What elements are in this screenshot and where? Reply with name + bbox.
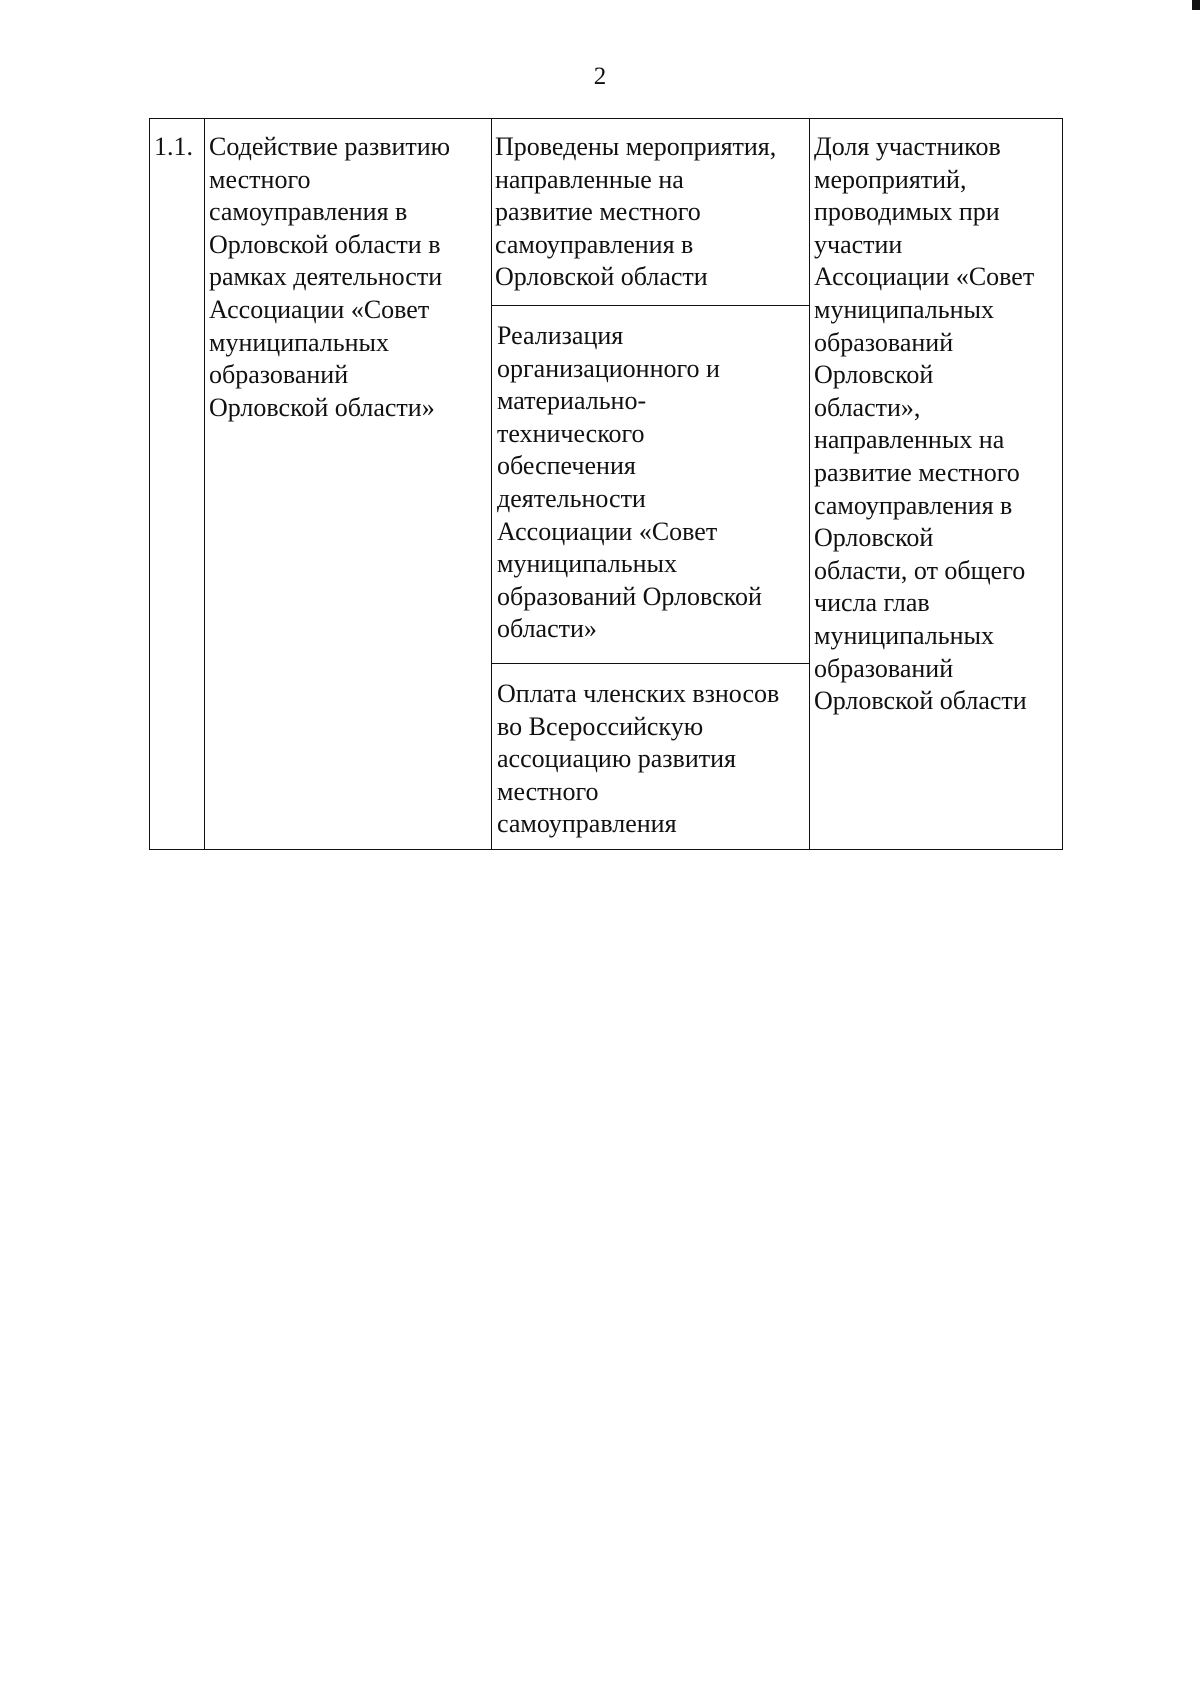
events-list	[492, 119, 809, 849]
scan-corner-mark	[1192, 0, 1200, 10]
event-item-conducted-events: Проведены мероприятия, направленные на развитие местного самоуправления в Орловской области	[495, 132, 777, 292]
table-row	[150, 119, 1063, 850]
page-number: 2	[593, 63, 607, 90]
program-table	[149, 118, 1063, 850]
row-number-cell	[150, 119, 205, 850]
event-item-organizational-support: Реализация организационного и материально- технического обеспечения деятельности Ассоциации «Совет муниципальных образований Орловской области»	[492, 305, 809, 663]
task-cell	[205, 119, 492, 850]
event-item-membership-fees: Оплата членских взносов во Всероссийскую ассоциацию развития местного самоуправления	[492, 663, 809, 849]
events-cell	[492, 119, 810, 850]
row-number: 1.1.	[154, 132, 193, 161]
indicator-cell	[810, 119, 1063, 850]
indicator-text: Доля участников мероприятий, проводимых при участии Ассоциации «Совет муниципальных образований Орловской области», направленных на развитие местного самоуправления в Орловской области, от общего числа глав муниципальных образований Орловской области	[814, 132, 1035, 716]
task-text: Содействие развитию местного самоуправления в Орловской области в рамках деятельности Ассоциации «Совет муниципальных образований Орловской области»	[209, 132, 451, 422]
